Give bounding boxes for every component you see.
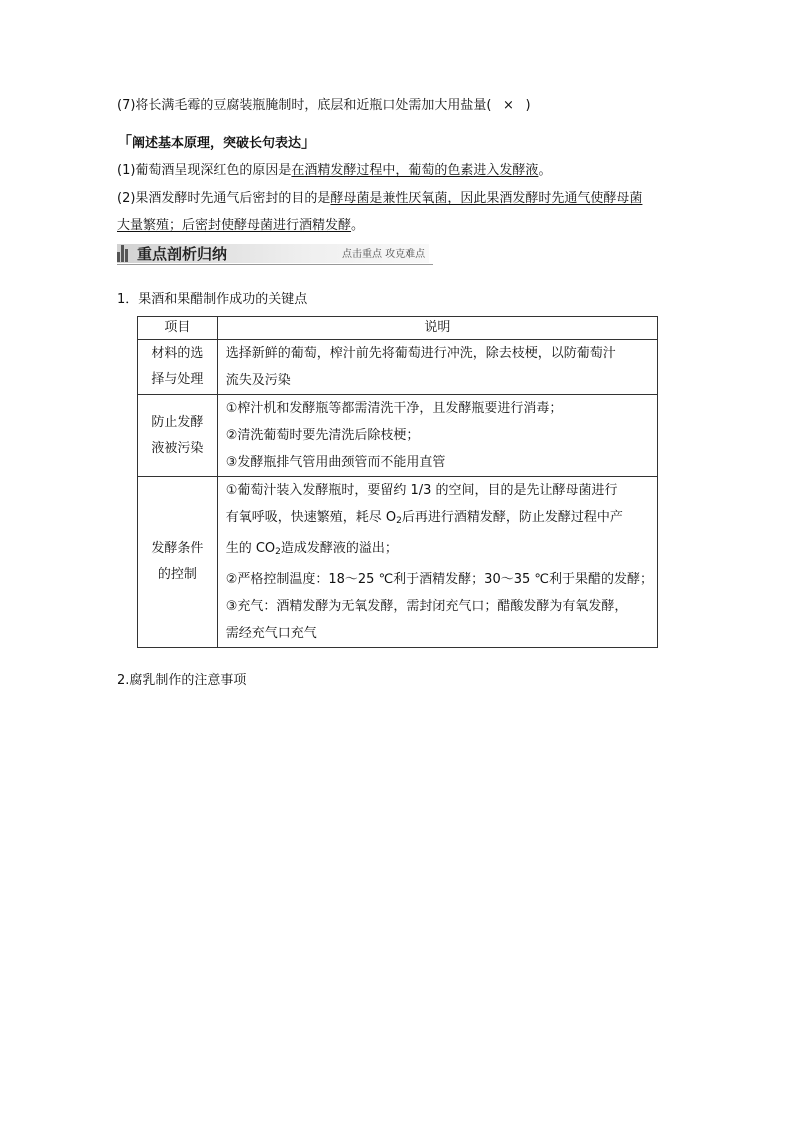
description-line: ①榨汁机和发酵瓶等都需清洗干净，且发酵瓶要进行消毒； [225,401,563,416]
question-close-paren: ) [525,98,531,113]
banner-underline [117,264,433,265]
table-header-description: 说明 [217,317,657,340]
item-line: 发酵条件 [151,541,204,556]
point2-answer-line2: 大量繁殖；后密封使酵母菌进行酒精发酵 [117,218,352,233]
description-line: 流失及污染 [225,373,291,388]
banner-title: 重点剖析归纳 [137,245,228,263]
description-line [226,504,653,535]
question-item-7 [117,96,531,116]
explanation-point-2 [117,189,642,209]
bracket-close: 」 [301,133,317,151]
table-cell-description [217,340,657,395]
description-line: 选择新鲜的葡萄，榨汁前先将葡萄进行冲洗，除去枝梗，以防葡萄汁 [225,346,616,361]
heading-2: 2.腐乳制作的注意事项 [117,673,247,688]
text-fragment: 生的 CO [225,541,276,556]
item-line: 防止发酵 [151,414,204,430]
table-header-item: 项目 [138,317,218,340]
item-line: 择与处理 [151,372,204,387]
point1-suffix: 。 [538,163,552,178]
point1-prefix: (1)葡萄酒呈现深红色的原因是 [117,163,292,178]
description-line: ①葡萄汁装入发酵瓶时，要留约 1/3 的空间，目的是先让酵母菌进行 [225,483,618,498]
description-line: ②清洗葡萄时要先清洗后除枝梗； [225,428,420,443]
answer-mark: × [503,98,514,113]
item-line: 液被污染 [151,440,204,456]
table-cell-item [138,395,218,477]
point2-suffix: 。 [351,218,365,233]
table-cell-description [217,395,657,477]
item-line: 的控制 [157,567,197,582]
bracket-open: 「 [117,133,133,151]
table-cell-description [217,477,657,648]
description-line: ②严格控制温度：18～25 ℃利于酒精发酵；30～35 ℃利于果醋的发酵； [225,572,653,587]
table-header-row [138,317,658,340]
key-points-table [137,316,658,648]
point2-prefix: (2)果酒发酵时先通气后密封的目的是 [117,191,331,206]
point2-answer-line1: 酵母菌是兼性厌氧菌，因此果酒发酵时先通气使酵母菌 [330,191,643,206]
text-fragment: 后再进行酒精发酵，防止发酵过程中产 [401,510,623,525]
text-fragment: 有氧呼吸，快速繁殖，耗尽 O [225,510,397,525]
section-title: 阐述基本原理，突破长句表达 [132,136,302,151]
text-fragment: 造成发酵液的溢出； [280,541,398,556]
section-banner [117,243,433,265]
description-line: ③充气：酒精发酵为无氧发酵，需封闭充气口；醋酸发酵为有氧发酵， [225,599,628,614]
table-cell-item [138,340,218,395]
table-row [138,395,658,477]
table-cell-item [138,477,218,648]
table-row [138,340,658,395]
item-line: 材料的选 [151,346,204,361]
heading-1: 1．果酒和果醋制作成功的关键点 [117,292,308,307]
bookmark-icon [117,245,129,262]
subscript: 2 [396,516,402,526]
description-line: 需经充气口充气 [225,626,317,641]
question-text: (7)将长满毛霉的豆腐装瓶腌制时，底层和近瓶口处需加大用盐量( [117,98,492,113]
explanation-point-2-cont [117,216,364,236]
description-line [226,535,653,566]
section-heading [117,132,316,154]
description-line: ③发酵瓶排气管用曲颈管而不能用直管 [225,455,446,470]
table-row [138,477,658,648]
explanation-point-1 [117,161,551,181]
subscript: 2 [275,547,281,557]
point1-answer: 在酒精发酵过程中，葡萄的色素进入发酵液 [291,163,539,178]
banner-subtitle: 点击重点 攻克难点 [342,249,426,260]
